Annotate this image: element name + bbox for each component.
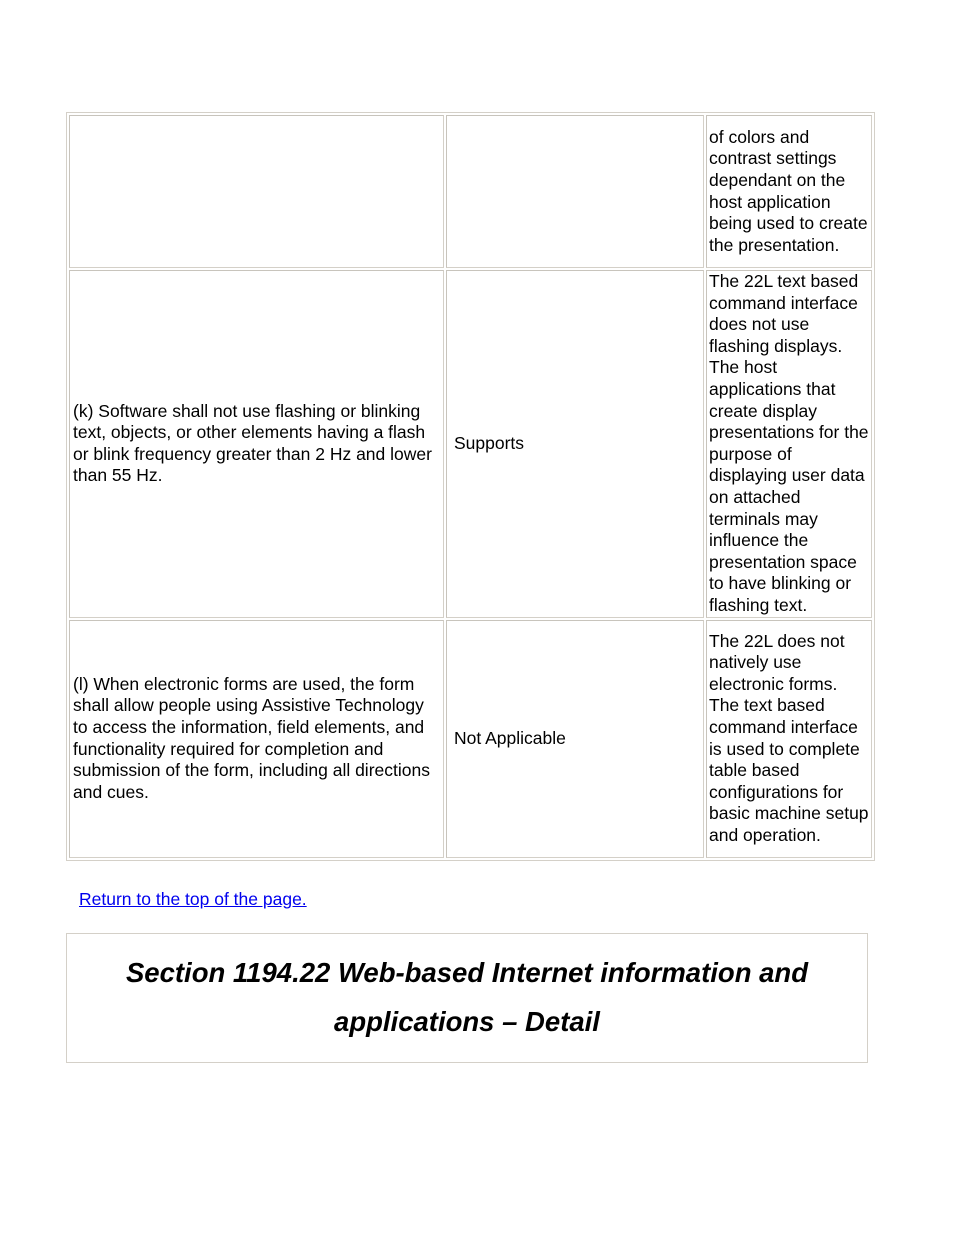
remarks-cell: of colors and contrast settings dependant on the host application being used to create the presentation.	[706, 115, 872, 268]
section-title: Section 1194.22 Web-based Internet information and applications – Detail	[125, 957, 809, 1037]
remarks-cell: The 22L text based command interface does not use flashing displays. The host applications that create display presentations for the purpose of displaying user data on attached terminals may influence the presentation space to have blinking or flashing text.	[706, 270, 872, 618]
support-level-cell: Not Applicable	[446, 620, 704, 858]
compliance-table	[66, 112, 875, 861]
criteria-cell: (k) Software shall not use flashing or blinking text, objects, or other elements having a flash or blink frequency greater than 2 Hz and lower than 55 Hz.	[69, 270, 444, 618]
section-header-box	[66, 933, 868, 1063]
criteria-cell	[69, 115, 444, 268]
table-row	[69, 115, 872, 268]
return-to-top-link[interactable]: Return to the top of the page.	[79, 889, 307, 909]
table-row	[69, 620, 872, 858]
support-level-cell	[446, 115, 704, 268]
criteria-cell: (l) When electronic forms are used, the form shall allow people using Assistive Technology to access the information, field elements, and functionality required for completion and submission of the form, including all directions and cues.	[69, 620, 444, 858]
support-level-cell: Supports	[446, 270, 704, 618]
remarks-cell: The 22L does not natively use electronic forms. The text based command interface is used to complete table based configurations for basic machine setup and operation.	[706, 620, 872, 858]
table-row	[69, 270, 872, 618]
